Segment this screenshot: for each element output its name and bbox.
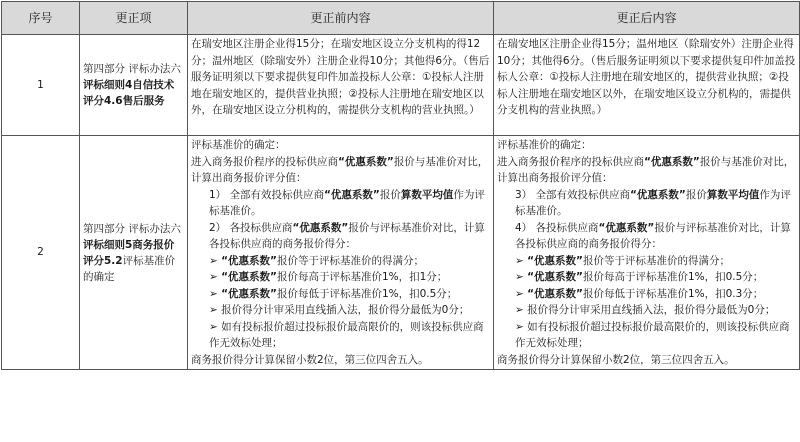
bullet-higher: ➢ “优惠系数”报价每高于评标基准价1%，扣1分； (209, 271, 448, 283)
basis-title: 评标基准价的确定： (191, 139, 286, 151)
table-row (2, 35, 800, 136)
row2-item (80, 136, 188, 370)
basis-item-2: 4） 各投标供应商“优惠系数”报价与评标基准价对比，计算各投标供应商的商务报价得分： (515, 221, 791, 250)
header-seq: 序号 (2, 2, 80, 35)
rounding-note: 商务报价得分计算保留小数2位，第三位四舍五入。 (191, 353, 429, 366)
header-before: 更正前内容 (188, 2, 494, 35)
basis-item-2: 2） 各投标供应商“优惠系数”报价与评标基准价对比，计算各投标供应商的商务报价得分： (209, 221, 485, 250)
bullet-equal: ➢ “优惠系数”报价等于评标基准价的得满分； (515, 254, 730, 267)
header-after: 更正后内容 (494, 2, 800, 35)
basis-intro: 进入商务报价程序的投标供应商“优惠系数”报价与基准价对比，计算出商务报价评分值： (497, 155, 795, 184)
row1-item-prefix: 第四部分 评标办法六 (83, 63, 181, 75)
row2-before (188, 136, 494, 370)
row2-item-bold: 评标细则5商务报价评分5.2 (83, 238, 175, 267)
row1-after: 在瑞安地区注册企业得15分；温州地区（除瑞安外）注册企业得10分；其他得6分。（售后服务证明须以下要求提供复印件加盖投标人公章：①投标人注册地在瑞安地区的，提供营业执照；②投标人注册地在瑞安地区以外，在瑞安地区设立分机构的，需提供分支机构的营业执照。） (494, 35, 800, 136)
bullet-lower: ➢ “优惠系数”报价每低于评标基准价1%，扣0.5分； (209, 287, 458, 300)
correction-table (1, 1, 800, 370)
basis-intro: 进入商务报价程序的投标供应商“优惠系数”报价与基准价对比，计算出商务报价评分值： (191, 155, 489, 184)
basis-item-1: 1） 全部有效投标供应商“优惠系数”报价算数平均值作为评标基准价。 (209, 188, 485, 217)
row2-item-prefix: 第四部分 评标办法六 (83, 222, 181, 235)
bullet-equal: ➢ “优惠系数”报价等于评标基准价的得满分； (209, 254, 424, 267)
row1-seq: 1 (2, 35, 80, 136)
row1-before: 在瑞安地区注册企业得15分；在瑞安地区设立分支机构的得12分；温州地区（除瑞安外）注册企业得10分；其他得6分。（售后服务证明须以下要求提供复印件加盖投标人公章：①投标人注册地在瑞安地区的，提供营业执照；②投标人注册地在瑞安地区以外，在瑞安地区设立分机构的，需提供分支机构的营业执照。） (188, 35, 494, 136)
table-row (2, 136, 800, 370)
bullet-higher: ➢ “优惠系数”报价每高于评标基准价1%，扣0.5分； (515, 271, 764, 283)
row2-item-suffix: 评标基准价的确定 (83, 254, 176, 283)
bullet-lower: ➢ “优惠系数”报价每低于评标基准价1%，扣0.3分； (515, 287, 764, 300)
basis-item-1: 3） 全部有效投标供应商“优惠系数”报价算数平均值作为评标基准价。 (515, 188, 791, 217)
bullet-interpolation: ➢ 报价得分计审采用直线插入法，报价得分最低为0分； (209, 304, 470, 316)
row2-seq: 2 (2, 136, 80, 370)
bullet-interpolation: ➢ 报价得分计审采用直线插入法，报价得分最低为0分； (515, 304, 776, 316)
bullet-invalid: ➢ 如有投标报价超过投标报价最高限价的，则该投标供应商作无效标处理； (209, 320, 484, 349)
bullet-invalid: ➢ 如有投标报价超过投标报价最高限价的，则该投标供应商作无效标处理； (515, 320, 790, 349)
basis-title: 评标基准价的确定： (497, 139, 592, 151)
row1-item (80, 35, 188, 136)
header-item: 更正项 (80, 2, 188, 35)
row1-item-bold: 评标细则4自信技术评分4.6售后服务 (83, 79, 175, 107)
header-row (2, 2, 800, 35)
row2-after (494, 136, 800, 370)
rounding-note: 商务报价得分计算保留小数2位，第三位四舍五入。 (497, 353, 735, 366)
